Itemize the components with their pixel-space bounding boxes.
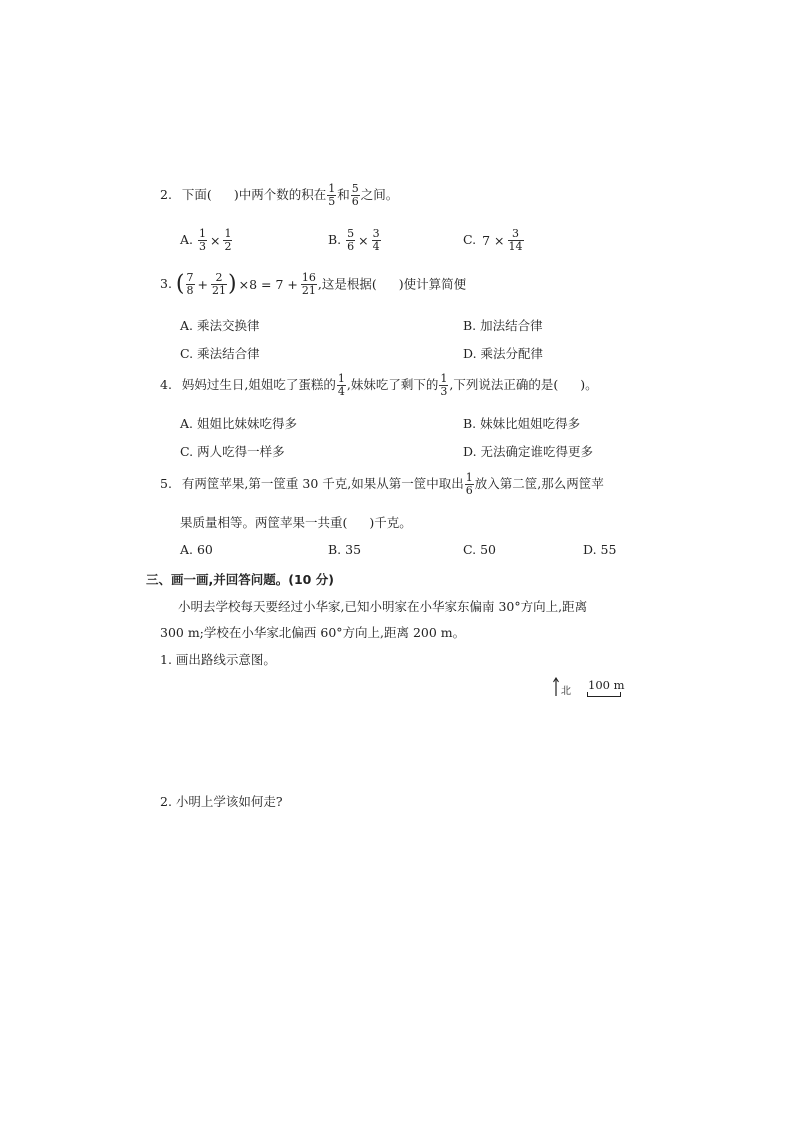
option-c: C. 50 — [463, 542, 496, 557]
fraction: $\frac{3}{4}$ — [372, 227, 380, 253]
question-text: )中两个数的积在 — [233, 187, 327, 202]
scale-label: 100 m — [588, 678, 625, 692]
question-text: 下面( — [181, 187, 212, 202]
expression: ×8 = 7 + — [238, 276, 298, 292]
fraction: $\frac{5}{6}$ — [351, 182, 359, 208]
option-label: A. — [180, 232, 194, 247]
option-d: D. 无法确定谁吃得更多 — [463, 444, 594, 459]
option-a: A. 60 — [180, 542, 213, 557]
question-text: 之间。 — [360, 187, 399, 202]
question-text: 和 — [337, 187, 350, 202]
question-text: ,这是根据( — [317, 276, 377, 292]
question-3 — [160, 272, 466, 297]
north-arrow-icon — [552, 677, 560, 697]
option-d: D. 55 — [583, 542, 617, 557]
option-c: C. 乘法结合律 — [180, 346, 260, 361]
question-number: 4. — [160, 377, 172, 392]
question-text: ,下列说法正确的是( — [449, 377, 559, 392]
fraction: $\frac{1}{5}$ — [328, 182, 336, 208]
option-b — [328, 228, 382, 253]
option-c: C. 两人吃得一样多 — [180, 444, 285, 459]
option-d: D. 乘法分配律 — [463, 346, 544, 361]
question-text: ,妹妹吃了剩下的 — [346, 377, 439, 392]
fraction: $\frac{1}{4}$ — [337, 372, 345, 398]
option-b: B. 妹妹比姐姐吃得多 — [463, 416, 581, 431]
operator: + — [197, 276, 208, 292]
subquestion-2: 2. 小明上学该如何走? — [160, 794, 283, 809]
question-text: 果质量相等。两筐苹果一共重( — [180, 515, 348, 530]
paragraph-line: 300 m;学校在小华家北偏西 60°方向上,距离 200 m。 — [160, 625, 466, 640]
option-b: B. 35 — [328, 542, 362, 557]
scale-bar — [587, 692, 621, 697]
fraction: $\frac{5}{6}$ — [347, 227, 355, 253]
fraction: $\frac{3}{14}$ — [508, 227, 523, 253]
fraction: $\frac{16}{21}$ — [301, 271, 316, 297]
fraction: $\frac{1}{2}$ — [224, 227, 232, 253]
option-c — [463, 228, 525, 253]
question-text: )。 — [580, 377, 598, 392]
paren: ) — [228, 271, 237, 297]
whole-number: 7 — [482, 232, 491, 248]
fraction: $\frac{1}{3}$ — [440, 372, 448, 398]
question-text: 放入第二筐,那么两筐苹 — [474, 476, 604, 491]
operator: × — [494, 232, 505, 248]
fraction: $\frac{1}{3}$ — [199, 227, 206, 253]
fraction: $\frac{2}{21}$ — [212, 271, 226, 297]
question-text: 有两筐苹果,第一筐重 30 千克,如果从第一筐中取出 — [181, 476, 464, 491]
paren: ( — [175, 271, 185, 297]
north-label: 北 — [561, 686, 571, 697]
operator: × — [210, 232, 221, 248]
paragraph-line: 小明去学校每天要经过小华家,已知小明家在小华家东偏南 30°方向上,距离 — [178, 599, 588, 614]
question-5 — [160, 472, 604, 497]
option-a: A. 乘法交换律 — [180, 318, 260, 333]
question-number: 3. — [160, 276, 172, 291]
option-label: B. — [328, 232, 342, 247]
option-label: C. — [463, 232, 477, 247]
option-b: B. 加法结合律 — [463, 318, 543, 333]
fraction: $\frac{1}{6}$ — [465, 471, 473, 497]
question-number: 2. — [160, 187, 172, 202]
subquestion-1: 1. 画出路线示意图。 — [160, 652, 276, 667]
question-text: 妈妈过生日,姐姐吃了蛋糕的 — [181, 377, 336, 392]
fraction: $\frac{7}{8}$ — [186, 271, 194, 297]
question-4 — [160, 373, 598, 398]
section-heading: 三、画一画,并回答问题。(10 分) — [146, 572, 334, 587]
option-a — [180, 228, 233, 253]
question-2 — [160, 183, 398, 208]
question-5-line2 — [180, 515, 412, 531]
question-text: )千克。 — [369, 515, 412, 530]
question-number: 5. — [160, 476, 172, 491]
question-text: )使计算简便 — [398, 276, 467, 292]
operator: × — [358, 232, 369, 248]
option-a: A. 姐姐比妹妹吃得多 — [180, 416, 297, 431]
